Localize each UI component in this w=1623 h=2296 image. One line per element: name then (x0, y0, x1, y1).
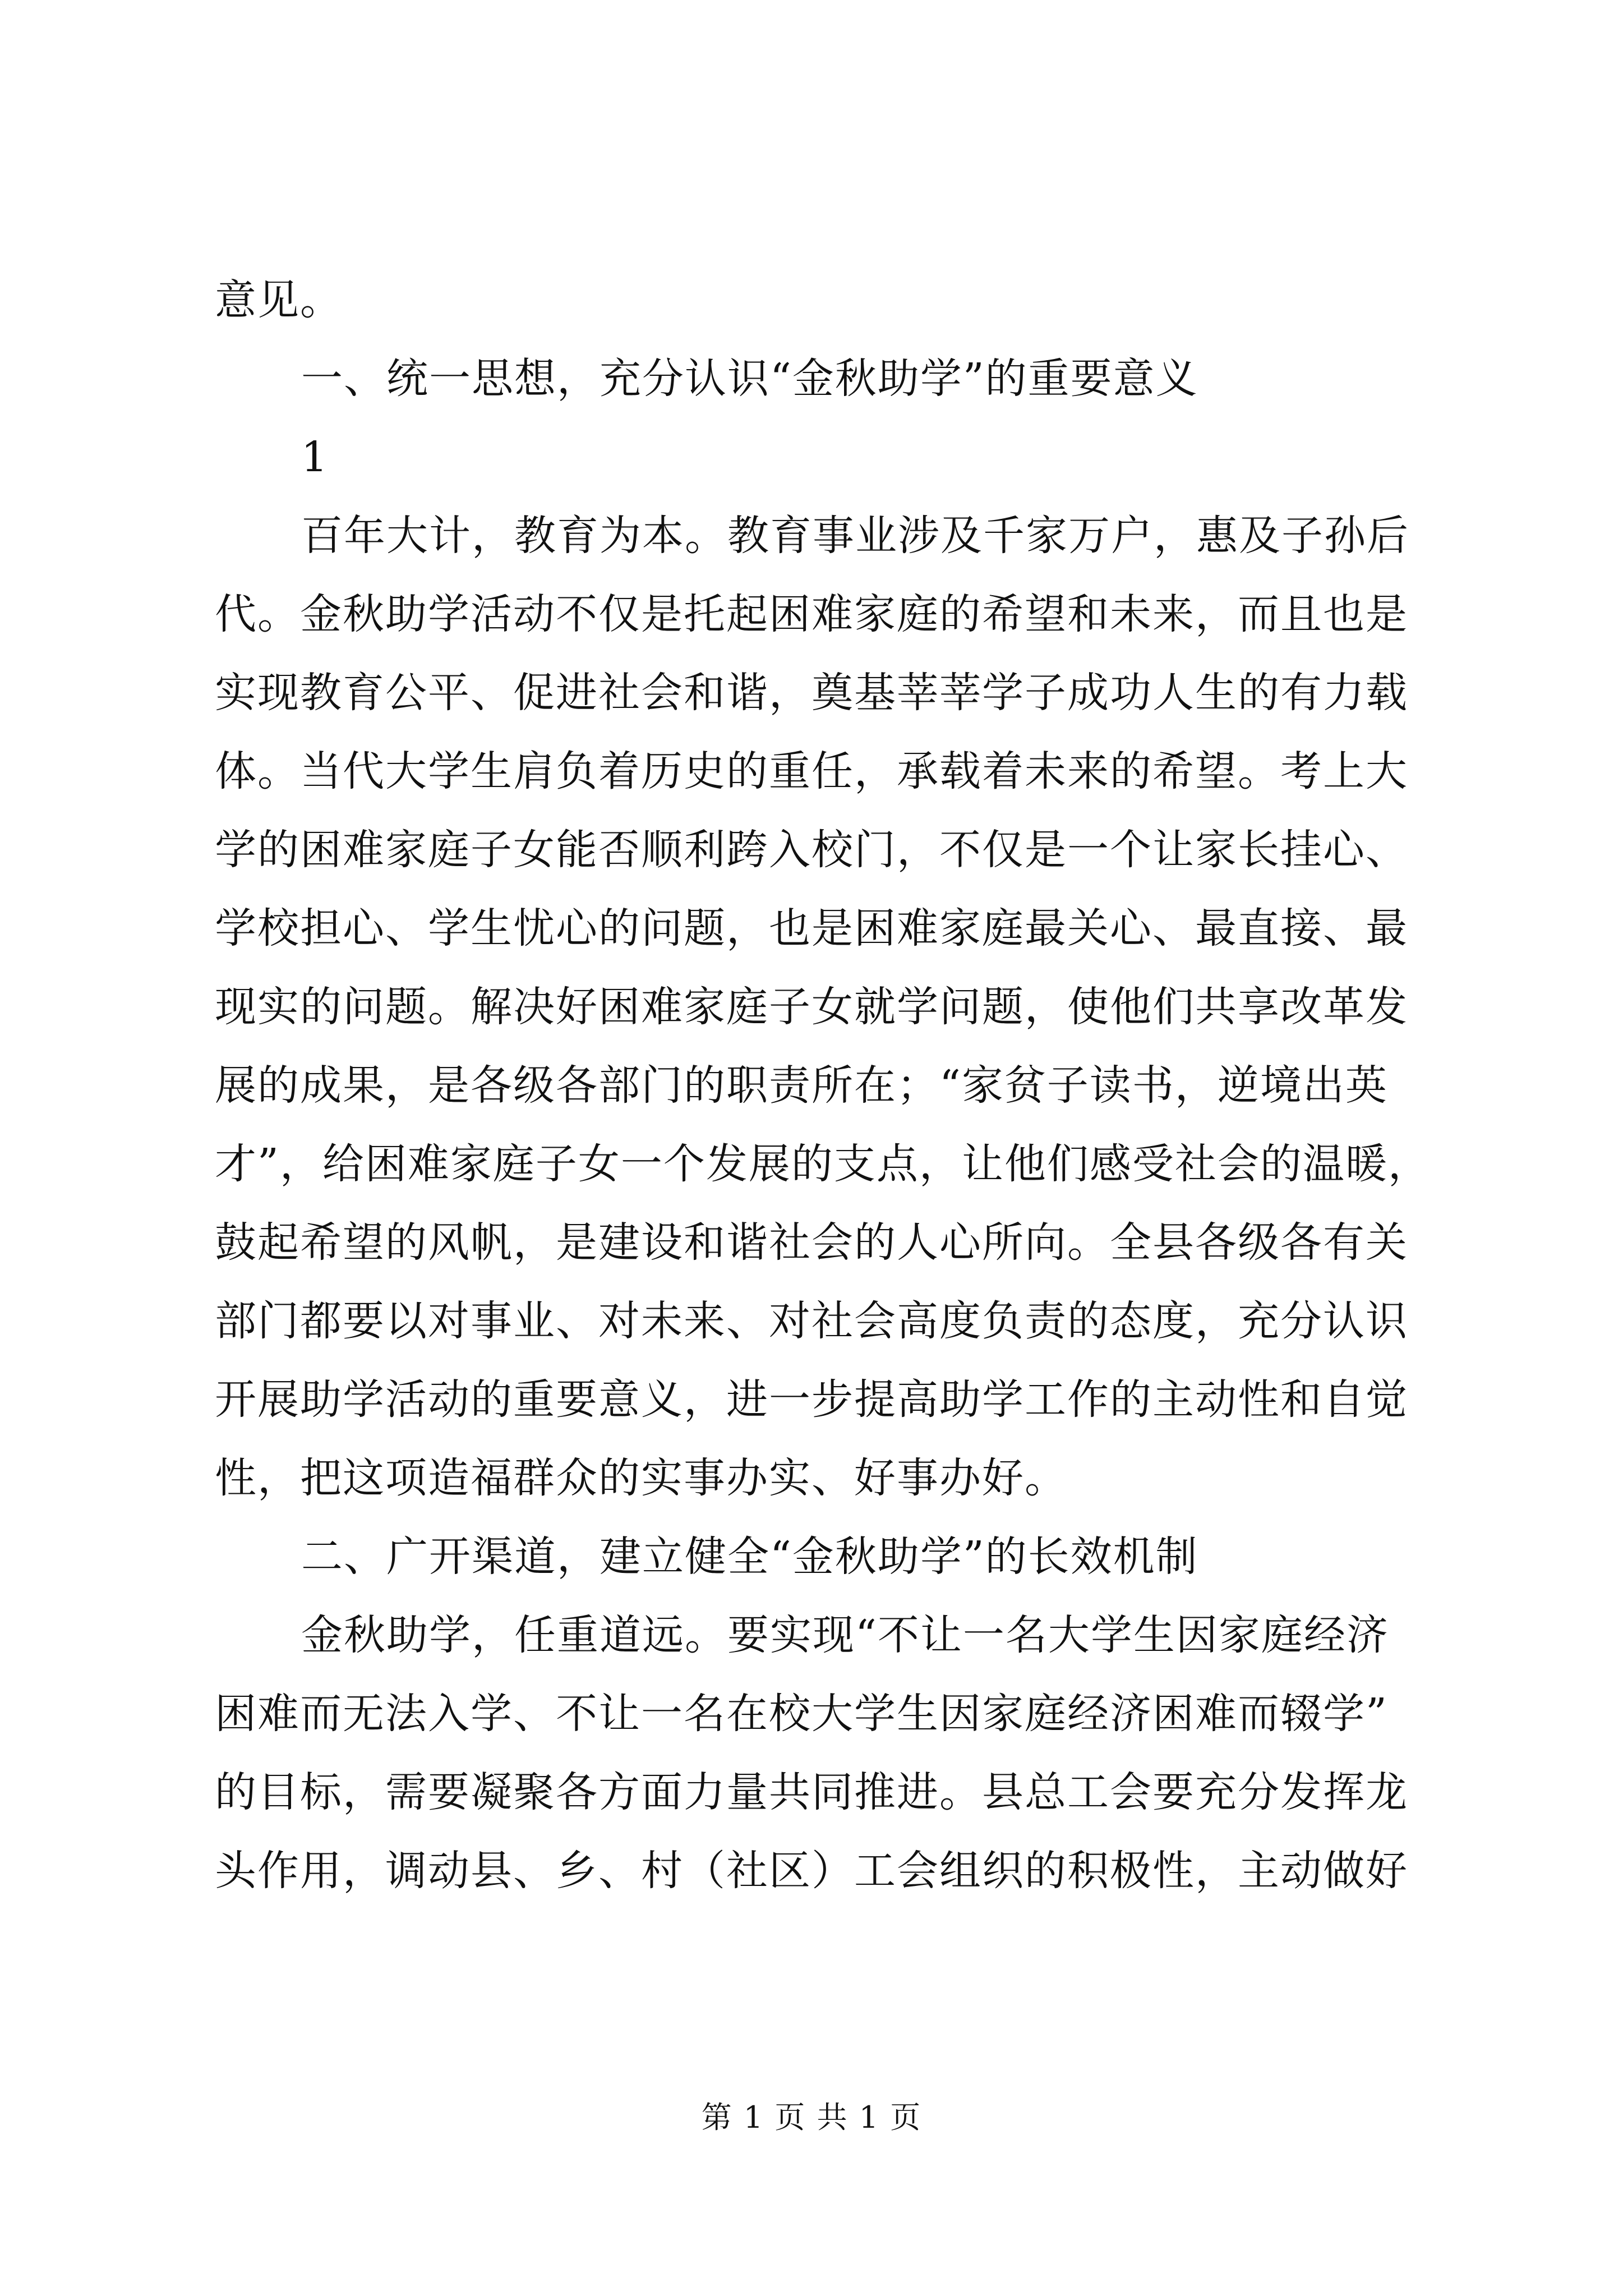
text-line: 实现教育公平、促进社会和谐，奠基莘莘学子成功人生的有力载 (215, 669, 1408, 717)
text-line: 展的成果，是各级各部门的职责所在；“家贫子读书，逆境出英 (215, 1061, 1388, 1110)
section-heading: 二、广开渠道，建立健全“金秋助学”的长效机制 (301, 1533, 1198, 1581)
text-line: 学校担心、学生忧心的问题，也是困难家庭最关心、最直接、最 (215, 904, 1408, 953)
text-line: 部门都要以对事业、对未来、对社会高度负责的态度，充分认识 (215, 1297, 1408, 1345)
text-line: 现实的问题。解决好困难家庭子女就学问题，使他们共享改革发 (215, 983, 1408, 1031)
text-line: 性，把这项造福群众的实事办实、好事办好。 (215, 1454, 1067, 1502)
text-line: 意见。 (215, 276, 343, 324)
text-line: 才”，给困难家庭子女一个发展的支点，让他们感受社会的温暖， (215, 1140, 1431, 1188)
text-line: 困难而无法入学、不让一名在校大学生因家庭经济困难而辍学” (215, 1690, 1388, 1738)
text-line: 的目标，需要凝聚各方面力量共同推进。县总工会要充分发挥龙 (215, 1768, 1408, 1816)
paragraph-first-line: 金秋助学，任重道远。要实现“不让一名大学生因家庭经济 (301, 1611, 1389, 1659)
paragraph-first-line: 百年大计，教育为本。教育事业涉及千家万户，惠及子孙后 (301, 512, 1409, 560)
text-line: 鼓起希望的风帆，是建设和谐社会的人心所向。全县各级各有关 (215, 1218, 1408, 1267)
section-heading: 一、统一思想，充分认识“金秋助学”的重要意义 (301, 355, 1198, 403)
text-line: 头作用，调动县、乡、村（社区）工会组织的积极性，主动做好 (215, 1847, 1408, 1895)
page-footer: 第 1 页 共 1 页 (701, 2100, 922, 2135)
text-line: 体。当代大学生肩负着历史的重任，承载着未来的希望。考上大 (215, 747, 1408, 795)
document-body (215, 261, 1431, 1910)
text-line: 代。金秋助学活动不仅是托起困难家庭的希望和未来，而且也是 (215, 590, 1408, 638)
text-line: 开展助学活动的重要意义，进一步提高助学工作的主动性和自觉 (215, 1375, 1408, 1424)
text-line: 学的困难家庭子女能否顺利跨入校门，不仅是一个让家长挂心、 (215, 826, 1408, 874)
text-line: 1 (301, 433, 329, 481)
